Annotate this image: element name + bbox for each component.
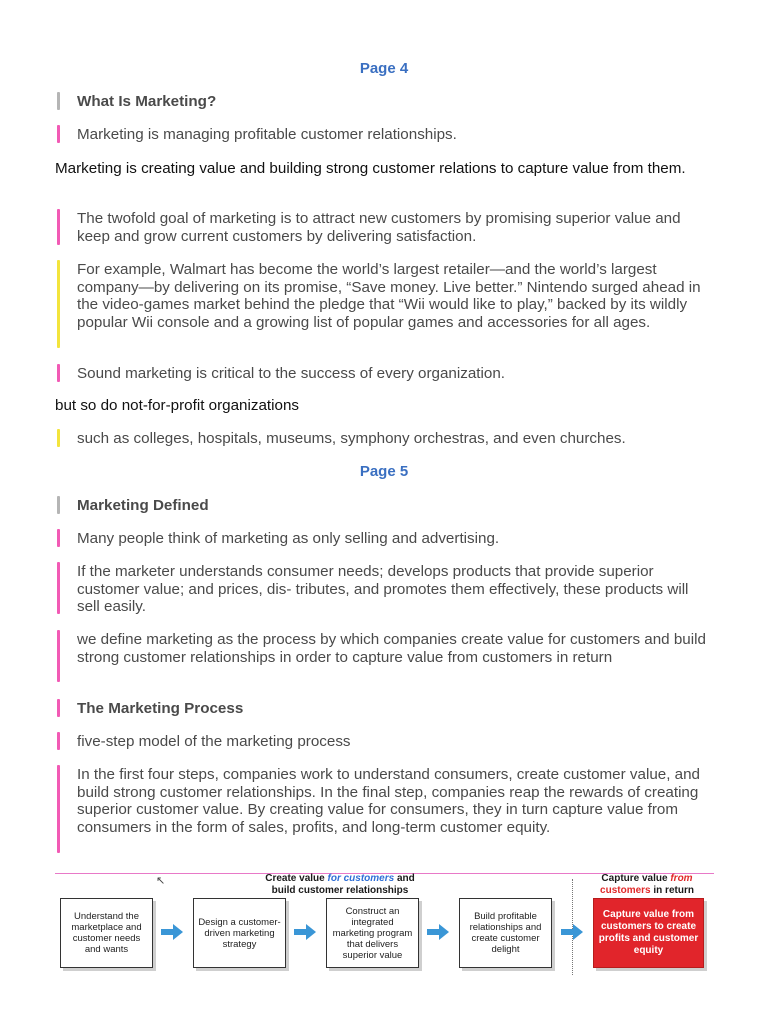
highlight-bar [57, 630, 60, 682]
note-selling-advertising: Many people think of marketing as only selling and advertising. [77, 530, 500, 547]
page-5-heading: Page 5 [359, 463, 409, 480]
note-sound-marketing: Sound marketing is critical to the success of every organization. [77, 365, 505, 382]
header-create-line2: build customer relationships [271, 885, 409, 896]
page-4-heading: Page 4 [359, 60, 409, 77]
note-twofold-goal: The twofold goal of marketing is to attract new customers by promising superior value and keep and grow current customers by delivering satisfaction. [77, 210, 681, 245]
note-nonprofit-examples: such as colleges, hospitals, museums, symphony orchestras, and even churches. [77, 430, 626, 447]
note-first-four-steps: In the first four steps, companies work to understand consumers, create customer value, and build strong customer relationships. In the final step, companies reap the rewards of creating superior customer value. By creating value for consumers, they in turn capture value from consumers in the form of sales, profits, and long-term customer equity. [77, 766, 700, 836]
highlight-bar [57, 699, 60, 717]
header-create-highlight: for customers [327, 873, 395, 884]
right-arrow-icon [294, 922, 316, 942]
header-capture-line2-highlight: customers [600, 885, 651, 896]
header-create-part2: and [394, 873, 415, 884]
header-capture-line2-rest: in return [650, 885, 694, 896]
caret-mark: ↖ [156, 875, 166, 887]
process-step-4: Build profitable relationships and create customer delight [459, 898, 552, 968]
highlight-bar [57, 209, 60, 245]
process-step-1: Understand the marketplace and customer needs and wants [60, 898, 153, 968]
header-create-part1: Create value [265, 873, 328, 884]
plain-definition-long: Marketing is creating value and building strong customer relations to capture value from them. [55, 160, 686, 177]
process-step-5-capture-value: Capture value from customers to create profits and customer equity [593, 898, 704, 968]
highlight-bar [57, 125, 60, 143]
process-step-2: Design a customer-driven marketing strategy [193, 898, 286, 968]
diagram-header-capture-value [577, 873, 717, 897]
section-title-marketing-defined: Marketing Defined [77, 497, 209, 514]
highlight-bar [57, 562, 60, 614]
highlight-bar [57, 92, 60, 110]
highlight-bar [57, 260, 60, 348]
process-step-3: Construct an integrated marketing program that delivers superior value [326, 898, 419, 968]
header-capture-part1: Capture value [601, 873, 671, 884]
highlight-bar [57, 732, 60, 750]
diagram-header-create-value [205, 873, 475, 897]
plain-nonprofit: but so do not-for-profit organizations [55, 397, 299, 414]
note-five-step: five-step model of the marketing process [77, 733, 351, 750]
note-definition-short: Marketing is managing profitable customer relationships. [77, 126, 457, 143]
highlight-bar [57, 429, 60, 447]
marketing-process-diagram [55, 871, 714, 976]
section-title-what-is-marketing: What Is Marketing? [77, 93, 217, 110]
highlight-bar [57, 364, 60, 382]
note-example: For example, Walmart has become the world’s largest retailer—and the world’s largest company—by delivering on its promise, “Save money. Live better.” Nintendo surged ahead in the video-games market behind the pledge that “Wii would like to play,” backed by its wildly popular Wii console and a growing list of popular games and accessories for all ages. [77, 261, 701, 331]
highlight-bar [57, 529, 60, 547]
right-arrow-icon [427, 922, 449, 942]
note-marketer-understands: If the marketer understands consumer needs; develops products that provide superior customer value; and prices, dis- tributes, and promotes them effectively, these products will sell easily. [77, 563, 689, 615]
note-we-define: we define marketing as the process by which companies create value for customers and build strong customer relationships in order to capture value from customers in return [77, 631, 706, 666]
highlight-bar [57, 496, 60, 514]
right-arrow-icon [161, 922, 183, 942]
section-title-marketing-process: The Marketing Process [77, 700, 244, 717]
right-arrow-icon [561, 922, 583, 942]
highlight-bar [57, 765, 60, 853]
header-capture-highlight: from [670, 873, 693, 884]
